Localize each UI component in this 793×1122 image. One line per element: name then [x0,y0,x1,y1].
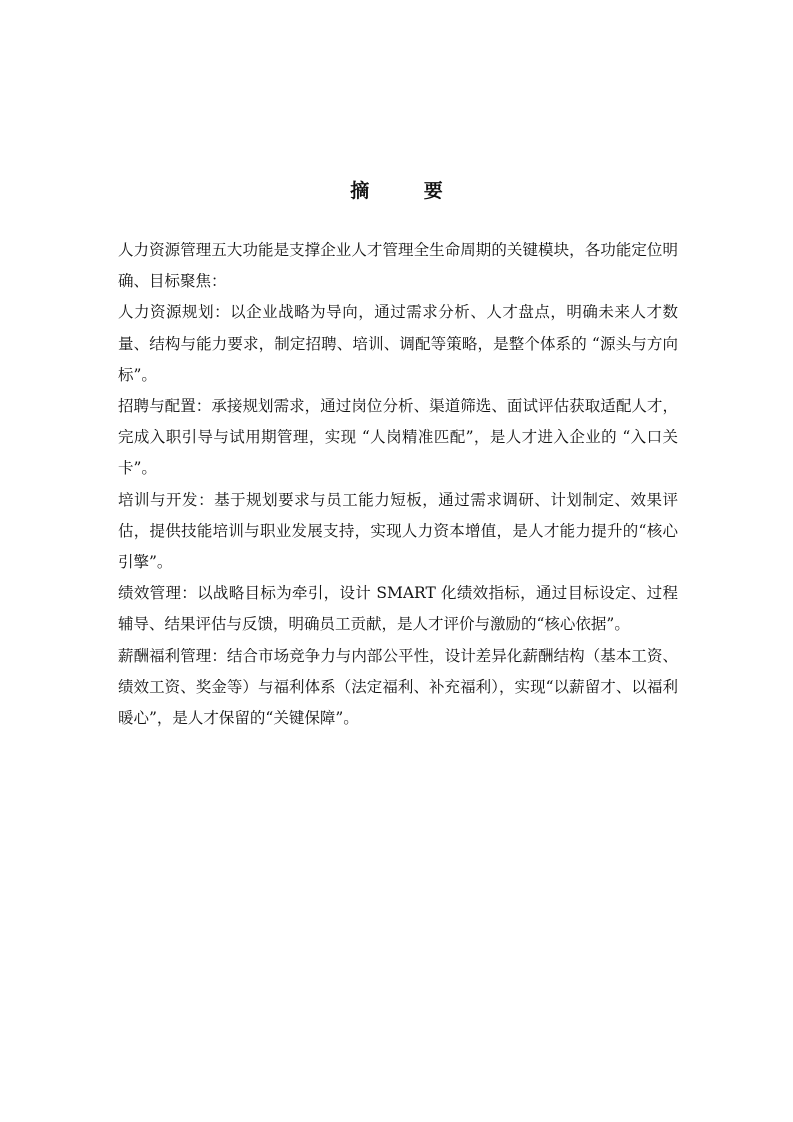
paragraph-recruitment: 招聘与配置：承接规划需求，通过岗位分析、渠道筛选、面试评估获取适配人才，完成入职引导与试用期管理，实现 “人岗精准匹配”，是人才进入企业的 “入口关卡”。 [118,397,678,478]
paragraph-compensation: 薪酬福利管理：结合市场竞争力与内部公平性，设计差异化薪酬结构（基本工资、绩效工资、奖金等）与福利体系（法定福利、补充福利），实现“以薪留才、以福利暖心”，是人才保留的“关键保障”。 [118,646,678,728]
paragraph-training: 培训与开发：基于规划要求与员工能力短板，通过需求调研、计划制定、效果评估，提供技能培训与职业发展支持，实现人力资本增值，是人才能力提升的“核心引擎”。 [118,490,678,572]
paragraph-performance: 绩效管理：以战略目标为牵引，设计 SMART 化绩效指标，通过目标设定、过程辅导、结果评估与反馈，明确员工贡献，是人才评价与激励的“核心依据”。 [118,584,678,634]
page-title: 摘 要 [350,180,467,202]
paragraph-hr-planning: 人力资源规划：以企业战略为导向，通过需求分析、人才盘点，明确未来人才数量、结构与能力要求，制定招聘、培训、调配等策略，是整个体系的 “源头与方向标”。 [118,303,678,384]
abstract-body [118,235,678,734]
intro-paragraph: 人力资源管理五大功能是支撑企业人才管理全生命周期的关键模块，各功能定位明确、目标聚焦： [118,241,678,291]
